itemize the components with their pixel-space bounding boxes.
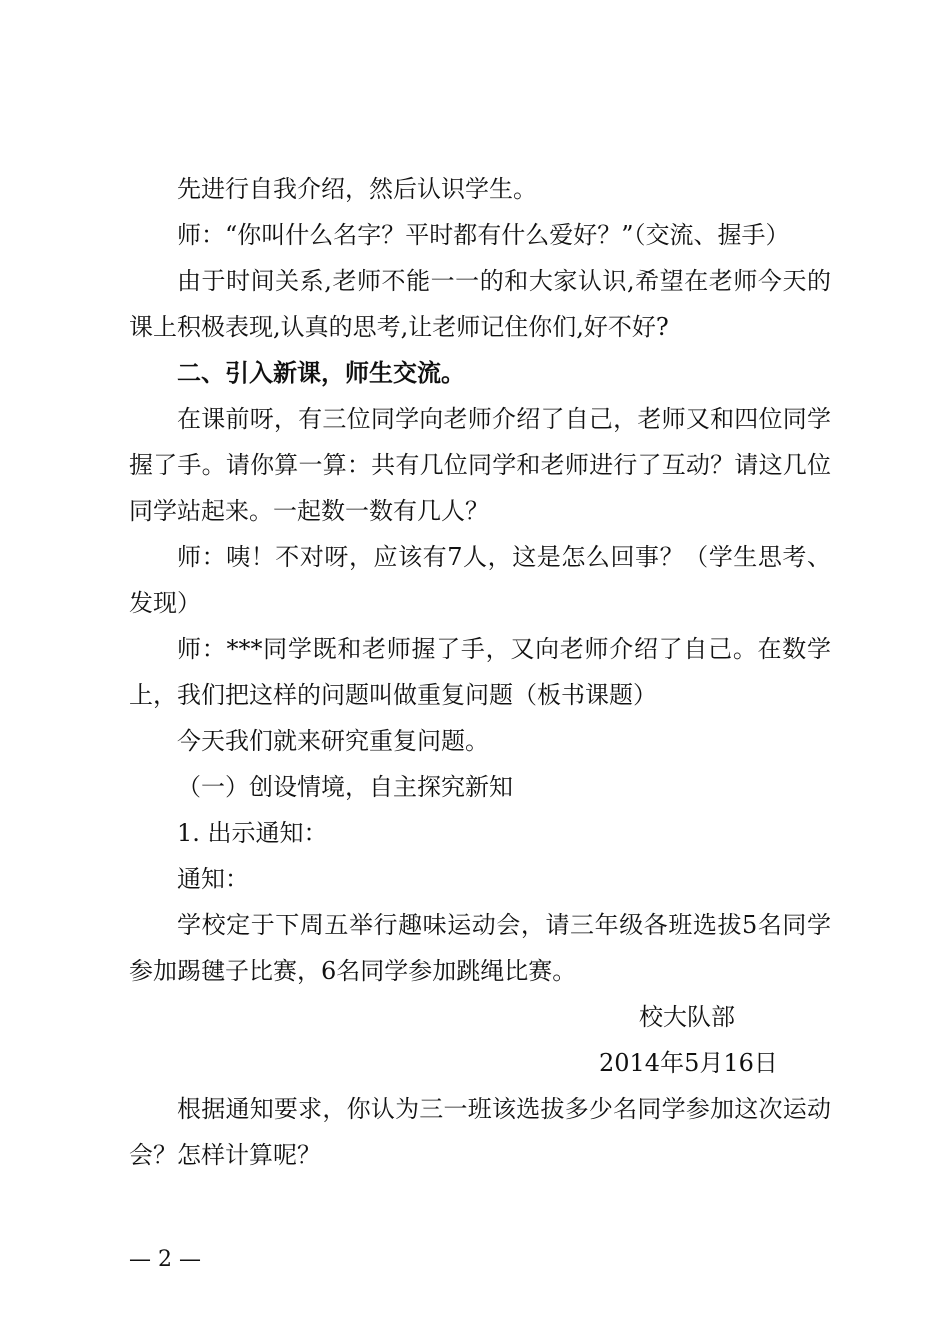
paragraph-interaction: 在课前呀，有三位同学向老师介绍了自己，老师又和四位同学握了手。请你算一算：共有几位同学和老师进行了互动？请这几位同学站起来。一起数一数有几人？ bbox=[129, 405, 831, 525]
paragraph-time-note: 由于时间关系,老师不能一一的和大家认识,希望在老师今天的课上积极表现,认真的思考,让老师记住你们,好不好? bbox=[129, 267, 831, 341]
paragraph-teacher-question: 师：“你叫什么名字？平时都有什么爱好？”（交流、握手） bbox=[177, 221, 790, 249]
page-number: — 2 — bbox=[129, 1247, 201, 1272]
paragraph-teacher-surprise: 师：咦！不对呀，应该有7人，这是怎么回事？（学生思考、发现） bbox=[129, 543, 831, 617]
section-heading-2: 二、引入新课，师生交流。 bbox=[177, 358, 465, 387]
paragraph-today: 今天我们就来研究重复问题。 bbox=[177, 727, 489, 755]
notice-title: 通知： bbox=[177, 865, 249, 893]
notice-signature-date: 2014年5月16日 bbox=[599, 1049, 778, 1077]
notice-body: 学校定于下周五举行趣味运动会，请三年级各班选拔5名同学参加踢毽子比赛，6名同学参加跳绳比赛。 bbox=[129, 911, 831, 985]
document-body bbox=[129, 166, 831, 1178]
subsection-heading-1: （一）创设情境，自主探究新知 bbox=[177, 773, 513, 801]
list-item-1: 1. 出示通知： bbox=[177, 819, 328, 847]
paragraph-closing-question: 根据通知要求，你认为三一班该选拔多少名同学参加这次运动会？怎样计算呢？ bbox=[129, 1095, 831, 1169]
paragraph-teacher-explain: 师：***同学既和老师握了手，又向老师介绍了自己。在数学上，我们把这样的问题叫做重复问题（板书课题） bbox=[129, 635, 831, 709]
paragraph-intro: 先进行自我介绍，然后认识学生。 bbox=[177, 175, 537, 203]
notice-signature-org: 校大队部 bbox=[639, 1003, 735, 1031]
